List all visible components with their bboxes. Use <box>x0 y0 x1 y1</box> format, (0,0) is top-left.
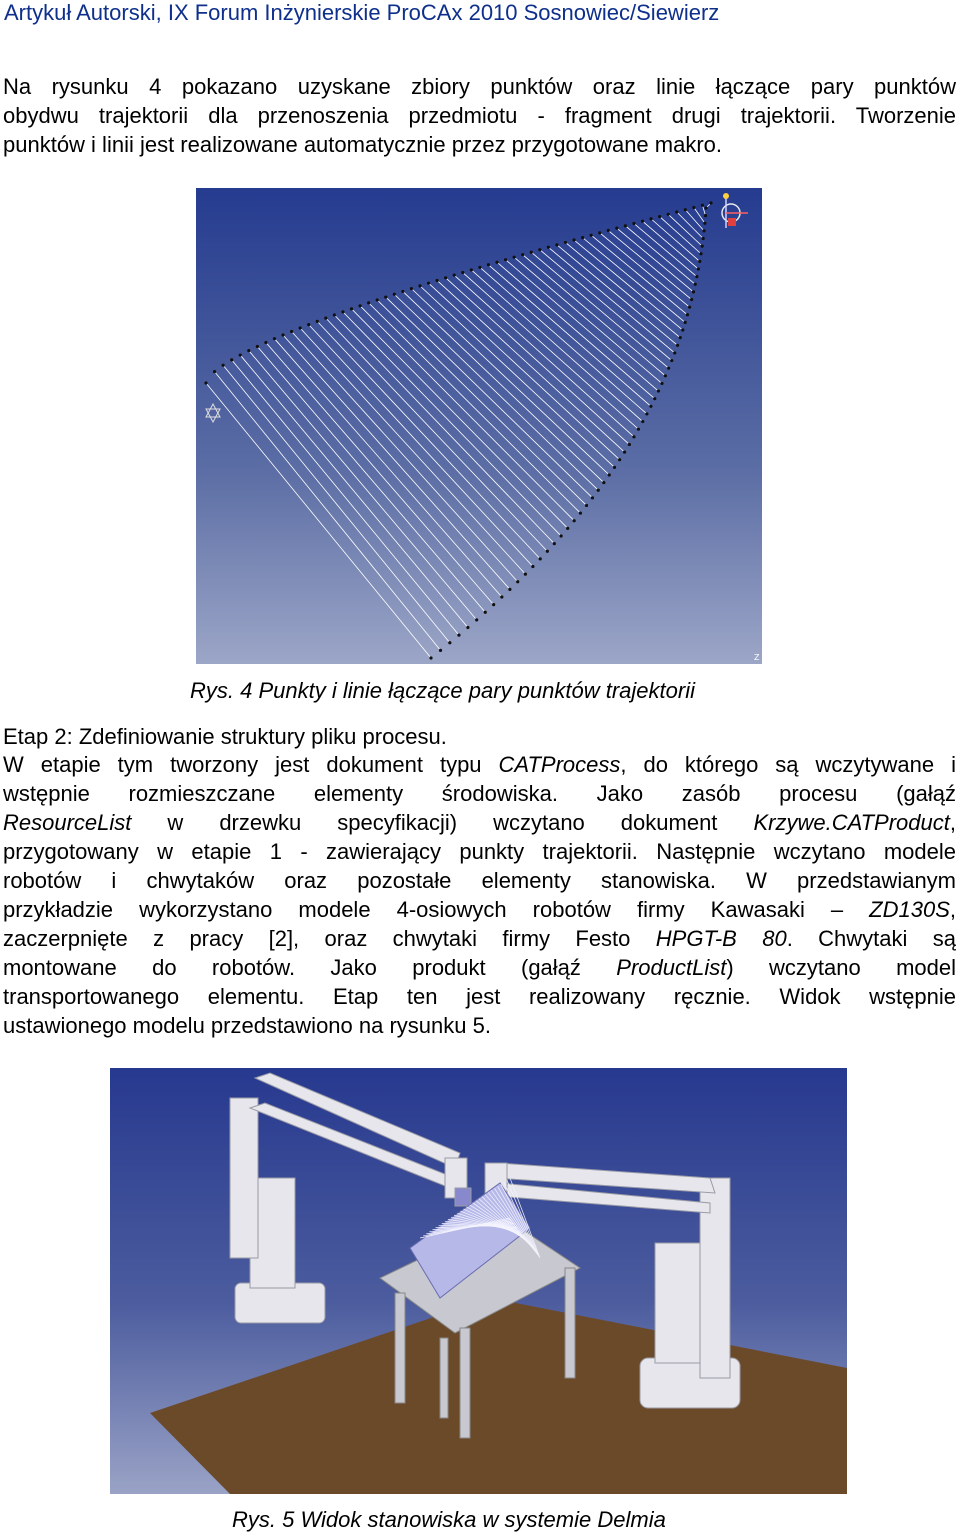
trajectory-point <box>427 282 430 285</box>
figure-5-viewport <box>110 1068 847 1494</box>
trajectory-point <box>692 290 695 293</box>
body-line-3 <box>3 808 956 837</box>
text-run: montowane do robotów. Jako produkt (gałąź <box>3 955 617 980</box>
trajectory-point <box>475 618 478 621</box>
connecting-line <box>608 231 691 300</box>
connecting-line <box>386 297 593 498</box>
trajectory-point <box>676 344 679 347</box>
connecting-lines <box>204 201 712 659</box>
connecting-line <box>668 214 702 246</box>
text-run: w drzewku specyfikacji) wczytano dokument <box>131 810 754 835</box>
trajectory-point <box>615 227 618 230</box>
trajectory-point <box>247 349 250 352</box>
trajectory-point <box>613 466 616 469</box>
trajectory-point <box>466 626 469 629</box>
trajectory-point <box>410 287 413 290</box>
connecting-line <box>583 238 686 323</box>
trajectory-point <box>608 473 611 476</box>
trajectory-point <box>581 236 584 239</box>
trajectory-point <box>624 224 627 227</box>
trajectory-point <box>598 231 601 234</box>
connecting-line <box>249 351 477 620</box>
trajectory-point <box>637 428 640 431</box>
trajectory-point <box>547 246 550 249</box>
term-catprocess: CATProcess <box>498 752 621 777</box>
trajectory-point <box>679 336 682 339</box>
trajectory-point <box>704 214 707 217</box>
trajectory-point <box>702 237 705 240</box>
trajectory-point <box>618 458 621 461</box>
trajectory-point <box>641 220 644 223</box>
connecting-line <box>420 286 615 467</box>
trajectory-point <box>694 283 697 286</box>
trajectory-point <box>393 293 396 296</box>
trajectory-point <box>324 317 327 320</box>
term-zd130s: ZD130S <box>869 897 950 922</box>
trajectory-point <box>553 542 556 545</box>
running-header: Artykuł Autorski, IX Forum Inżynierskie ProCAx 2010 Sosnowiec/Siewierz <box>4 0 720 25</box>
connecting-line <box>454 275 634 437</box>
term-krzywe-catproduct: Krzywe.CATProduct <box>753 810 950 835</box>
body-line-2: wstępnie rozmieszczane elementy środowiska. Jako zasób procesu (gałąź <box>3 781 956 806</box>
trajectory-point <box>222 364 225 367</box>
trajectory-point <box>590 234 593 237</box>
connecting-line <box>651 219 700 262</box>
term-resourcelist: ResourceList <box>3 810 132 835</box>
workcell-3d-view <box>110 1068 847 1494</box>
trajectory-point <box>453 274 456 277</box>
trajectory-point <box>585 504 588 507</box>
trajectory-point <box>213 370 216 373</box>
trajectory-point <box>653 397 656 400</box>
connecting-line <box>206 383 431 658</box>
text-run: , <box>949 810 956 835</box>
connecting-line <box>600 233 690 307</box>
trajectory-point <box>461 271 464 274</box>
trajectory-point <box>670 359 673 362</box>
figure-4-viewport <box>196 188 762 664</box>
trajectory-point <box>673 351 676 354</box>
trajectory-point <box>675 210 678 213</box>
connecting-line <box>471 270 642 422</box>
trajectory-point <box>204 381 207 384</box>
trajectory-point <box>264 341 267 344</box>
trajectory-point <box>358 304 361 307</box>
trajectory-point <box>539 557 542 560</box>
trajectory-point <box>697 267 700 270</box>
trajectory-point <box>299 326 302 329</box>
connecting-line <box>617 228 694 292</box>
corner-axis-label: Z <box>754 653 760 662</box>
trajectory-point <box>695 275 698 278</box>
trajectory-point <box>516 580 519 583</box>
trajectory-point <box>531 565 534 568</box>
connecting-line <box>352 309 568 529</box>
trajectory-lines-plot <box>196 188 762 664</box>
trajectory-point <box>230 358 233 361</box>
trajectory-point <box>591 496 594 499</box>
trajectory-point <box>376 298 379 301</box>
intro-line-1: Na rysunku 4 pokazano uzyskane zbiory punktów oraz linie łączące pary punktów <box>3 74 956 99</box>
trajectory-point <box>530 251 533 254</box>
trajectory-point <box>448 641 451 644</box>
connecting-line <box>643 221 699 269</box>
trajectory-point <box>566 527 569 530</box>
text-run: zaczerpnięte z pracy [2], oraz chwytaki firmy Festo <box>3 926 656 951</box>
body-line-7 <box>3 924 956 953</box>
trajectory-point <box>559 534 562 537</box>
star-axis-icon <box>206 404 220 422</box>
trajectory-point <box>684 321 687 324</box>
trajectory-point <box>690 298 693 301</box>
connecting-line <box>506 260 659 391</box>
body-line-9: transportowanego elementu. Etap ten jest realizowany ręcznie. Widok wstępnie <box>3 984 956 1009</box>
trajectory-point <box>538 248 541 251</box>
trajectory-point <box>702 229 705 232</box>
trajectory-point <box>686 313 689 316</box>
term-productlist: ProductList <box>616 955 727 980</box>
connecting-line <box>411 289 609 475</box>
trajectory-point <box>487 263 490 266</box>
connecting-line <box>685 210 704 231</box>
trajectory-point <box>504 258 507 261</box>
trajectory-point <box>307 323 310 326</box>
trajectory-point <box>701 204 704 207</box>
trajectory-point <box>495 261 498 264</box>
floor-plane <box>150 1298 847 1494</box>
connecting-line <box>240 355 468 627</box>
body-line-6 <box>3 895 956 924</box>
trajectory-point <box>607 229 610 232</box>
trajectory-point <box>573 519 576 522</box>
section-heading-text: Etap 2: Zdefiniowanie struktury pliku procesu. <box>3 724 447 749</box>
connecting-line <box>257 346 485 612</box>
trajectory-point <box>478 266 481 269</box>
trajectory-point <box>664 374 667 377</box>
trajectory-point <box>290 330 293 333</box>
trajectory-point <box>457 634 460 637</box>
connecting-line <box>360 306 574 521</box>
trajectory-point <box>699 252 702 255</box>
trajectory-point <box>546 550 549 553</box>
connecting-line <box>488 265 650 407</box>
connecting-line <box>514 257 662 383</box>
trajectory-point <box>341 310 344 313</box>
trajectory-point <box>681 328 684 331</box>
trajectory-point <box>628 443 631 446</box>
trajectory-point <box>429 656 432 659</box>
body-line-10: ustawionego modelu przedstawiono na rysunku 5. <box>3 1013 491 1038</box>
trajectory-point <box>439 649 442 652</box>
connecting-line <box>565 242 680 337</box>
section-heading <box>3 722 956 751</box>
trajectory-point <box>602 481 605 484</box>
trajectory-point <box>470 268 473 271</box>
connecting-line <box>232 360 459 635</box>
text-run: przykładzie wykorzystano modele 4-osiowych robotów firmy Kawasaki – <box>3 897 870 922</box>
trajectory-point <box>367 301 370 304</box>
trajectory-point <box>484 611 487 614</box>
connecting-line <box>429 283 620 460</box>
trajectory-point <box>281 333 284 336</box>
trajectory-point <box>632 435 635 438</box>
trajectory-point <box>703 222 706 225</box>
trajectory-point <box>555 243 558 246</box>
trajectory-point <box>649 405 652 408</box>
connecting-line <box>523 255 666 376</box>
connecting-line <box>377 300 586 505</box>
text-run: , <box>949 897 956 922</box>
term-hpgt-b-80: HPGT-B 80 <box>655 926 787 951</box>
trajectory-point <box>513 256 516 259</box>
trajectory-point <box>256 345 259 348</box>
body-line-4: przygotowany w etapie 1 - zawierający punkty trajektorii. Następnie wczytano modele <box>3 839 956 864</box>
connecting-line <box>223 365 450 643</box>
trajectory-point <box>564 241 567 244</box>
trajectory-point <box>521 253 524 256</box>
trajectory-point <box>350 307 353 310</box>
trajectory-point <box>579 511 582 514</box>
trajectory-point <box>316 320 319 323</box>
trajectory-point <box>632 222 635 225</box>
trajectory-point <box>688 306 691 309</box>
trajectory-point <box>418 284 421 287</box>
trajectory-point <box>641 420 644 423</box>
trajectory-point <box>692 206 695 209</box>
trajectory-point <box>597 489 600 492</box>
trajectory-point <box>698 260 701 263</box>
intro-line-3: punktów i linii jest realizowane automatycznie przez przygotowane makro. <box>3 132 723 157</box>
trajectory-point <box>401 290 404 293</box>
figure-5-caption: Rys. 5 Widok stanowiska w systemie Delmia <box>232 1507 666 1532</box>
trajectory-point <box>709 201 712 204</box>
text-run: ) wczytano model <box>726 955 956 980</box>
trajectory-point <box>645 412 648 415</box>
connecting-line <box>403 291 604 482</box>
trajectory-point <box>333 313 336 316</box>
trajectory-point <box>667 213 670 216</box>
intro-line-2: obydwu trajektorii dla przenoszenia przedmiotu - fragment drugi trajektorii. Tworzenie <box>3 103 956 128</box>
trajectory-point <box>239 353 242 356</box>
connecting-line <box>548 247 674 353</box>
figure-4-caption: Rys. 4 Punkty i linie łączące pary punktów trajektorii <box>190 678 695 703</box>
connecting-line <box>574 240 683 330</box>
trajectory-point <box>273 337 276 340</box>
trajectory-point <box>524 573 527 576</box>
trajectory-point <box>623 450 626 453</box>
trajectory-point <box>508 588 511 591</box>
text-run: , do którego są wczytywane i <box>620 752 956 777</box>
trajectory-point <box>436 279 439 282</box>
trajectory-point <box>500 595 503 598</box>
connecting-line <box>497 262 655 398</box>
trajectory-point <box>660 382 663 385</box>
compass-icon <box>722 193 748 228</box>
trajectory-point <box>649 217 652 220</box>
trajectory-point <box>701 245 704 248</box>
text-run: . Chwytaki są <box>786 926 956 951</box>
text-run: W etapie tym tworzony jest dokument typu <box>3 752 499 777</box>
connecting-line <box>660 217 701 254</box>
connecting-line <box>625 226 695 284</box>
trajectory-point <box>572 238 575 241</box>
connecting-line <box>437 280 624 452</box>
connecting-line <box>266 342 494 604</box>
trajectory-point <box>384 295 387 298</box>
body-line-5: robotów i chwytaków oraz pozostałe elementy stanowiska. W przedstawianym <box>3 868 956 893</box>
trajectory-point <box>444 276 447 279</box>
trajectory-point <box>704 206 707 209</box>
intro-paragraph <box>3 72 956 159</box>
body-line-8 <box>3 953 956 982</box>
trajectory-point <box>492 603 495 606</box>
body-paragraph <box>3 750 956 1040</box>
trajectory-point <box>667 367 670 370</box>
body-line-1 <box>3 750 956 779</box>
trajectory-point <box>658 215 661 218</box>
trajectory-point <box>657 389 660 392</box>
trajectory-point <box>684 208 687 211</box>
